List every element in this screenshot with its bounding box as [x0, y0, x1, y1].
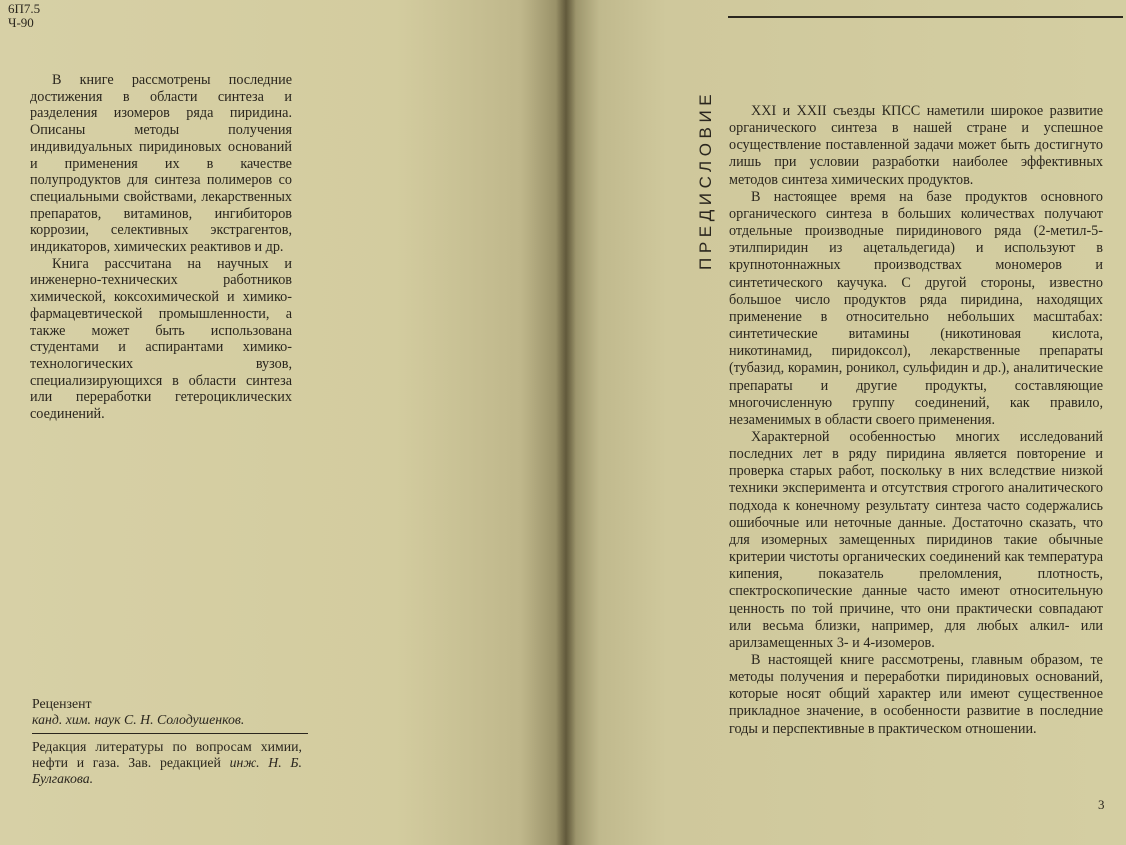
page-number: 3	[1098, 797, 1105, 812]
reviewer-label: Рецензент	[32, 696, 92, 711]
annotation-paragraph-1: В книге рассмотрены последние достижения в области синтеза и разделения изомеров ряда пиридина. Описаны методы получения индивидуальных пиридиновых оснований и применения их в качестве полупродуктов для синтеза полимеров со специальными свойствами, лекарственных препаратов, витаминов, ингибиторов коррозии, селективных экстрагентов, индикаторов, химических реактивов и др.	[30, 72, 292, 256]
chapter-heading: ПРЕДИСЛОВИЕ	[696, 89, 715, 270]
preface-paragraph-4: В настоящей книге рассмотрены, главным образом, те методы получения и переработки пиридиновых оснований, которые носят общий характер или имеют существенное прикладное значение, в особенности развитие в последние годы и перспективные в практическом отношении.	[729, 652, 1103, 737]
right-page	[566, 0, 1126, 845]
preface-paragraph-2: В настоящее время на базе продуктов основного органического синтеза в больших количествах получают отдельные производные пиридинового ряда (2-метил-5-этилпиридин из ацетальдегида) и используют в крупнотоннажных производствах мономеров и синтетического каучука. С другой стороны, известно большое число продуктов ряда пиридина, находящих применение в относительно небольших масштабах: синтетические витамины (никотиновая кислота, никотинамид, пиридоксол), лекарственные препараты (тубазид, корамин, роникол, сульфидин и др.), аналитические препараты и другие продукты, составляющие многочисленную группу соединений, как правило, незаменимых в области своего применения.	[729, 188, 1103, 428]
reviewer-block	[32, 696, 307, 728]
editorial-block	[32, 739, 302, 788]
divider-line	[32, 733, 308, 734]
reviewer-name: канд. хим. наук С. Н. Солодушенков.	[32, 712, 245, 727]
library-code: 6П7.5	[8, 1, 41, 16]
author-mark: Ч-90	[8, 15, 34, 30]
annotation-paragraph-2: Книга рассчитана на научных и инженерно-технических работников химической, коксохимической и химико-фармацевтической промышленности, а также может быть использована студентами и аспирантами химико-технологических вузов, специализирующихся в области синтеза или переработки гетероциклических соединений.	[30, 255, 292, 423]
editor-name: инж. Н. Б. Булгакова.	[32, 755, 302, 787]
preface-paragraph-3: Характерной особенностью многих исследований последних лет в ряду пиридина является повторение и проверка старых работ, поскольку в них вследствие низкой техники эксперимента и отсутствия строгого аналитического подхода к конечному результату синтеза часто содержались ошибочные или неточные данные. Достаточно сказать, что для изомерных замещенных пиридинов такие обычные критерии чистоты органических соединений как температура кипения, показатель преломления, плотность, спектроскопические данные часто имеют относительную ценность по той причине, что они практически совпадают или весьма близки, например, для любых алкил- или арилзамещенных 3- и 4-изомеров.	[729, 428, 1103, 651]
book-annotation	[30, 72, 292, 423]
preface-paragraph-1: XXI и XXII съезды КПСС наметили широкое развитие органического синтеза в нашей стране и успешное осуществление поставленной задачи может быть достигнуто лишь при условии разработки наиболее эффективных методов синтеза химических продуктов.	[729, 103, 1103, 188]
top-rule	[728, 16, 1123, 18]
editorial-text: Редакция литературы по вопросам химии, нефти и газа. Зав. редакцией	[32, 739, 302, 771]
book-gutter	[556, 0, 576, 845]
preface-text	[729, 103, 1103, 738]
